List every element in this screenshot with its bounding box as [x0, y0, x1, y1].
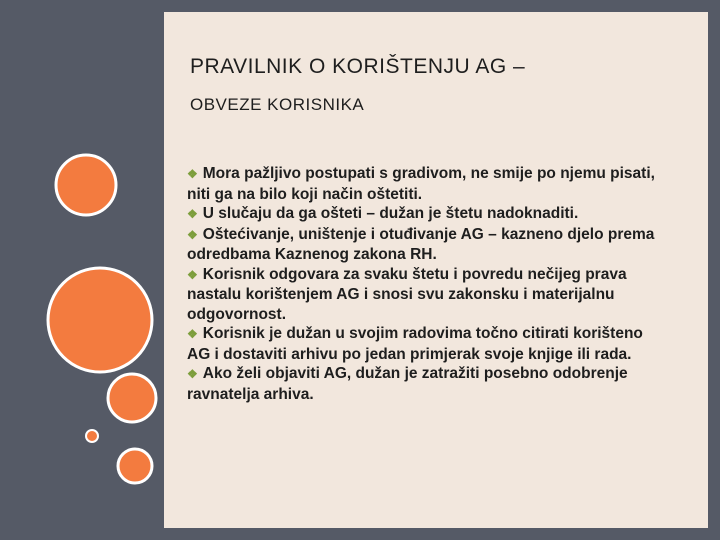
title-line-2: OBVEZE KORISNIKA [190, 95, 365, 114]
bullet-item-4 [187, 265, 667, 325]
tiny-circle [86, 430, 98, 442]
bullet-list [187, 164, 667, 404]
bullet-text: U slučaju da ga ošteti – dužan je štetu nadoknaditi. [202, 205, 579, 222]
title-line-1: PRAVILNIK O KORIŠTENJU AG – [190, 55, 526, 78]
bullet-icon: ❖ [187, 207, 198, 221]
bullet-text: Korisnik odgovara za svaku štetu i povredu nečijeg prava nastalu korištenjem AG i snosi svu zakonsku i materijalnu odgovornost. [187, 265, 627, 323]
bullet-item-2 [187, 204, 667, 225]
bottom-circle [118, 449, 152, 483]
bullet-icon: ❖ [187, 267, 198, 282]
bullet-item-5 [187, 324, 667, 364]
slide-title [190, 48, 690, 120]
bullet-icon: ❖ [187, 367, 198, 381]
large-circle [48, 268, 152, 372]
medium-circle [108, 374, 156, 422]
bullet-item-1 [187, 164, 667, 204]
small-circle-top [56, 155, 116, 215]
bullet-text: Oštećivanje, uništenje i otuđivanje AG – kazneno djelo prema odredbama Kaznenog zakona RH. [187, 225, 655, 263]
bullet-item-3 [187, 225, 667, 265]
bullet-icon: ❖ [187, 167, 198, 181]
bullet-text: Mora pažljivo postupati s gradivom, ne smije po njemu pisati, niti ga na bilo koji način oštetiti. [187, 165, 655, 203]
bullet-text: Ako želi objaviti AG, dužan je zatražiti posebno odobrenje ravnatelja arhiva. [187, 365, 628, 403]
bullet-icon: ❖ [187, 327, 198, 341]
bullet-item-6 [187, 364, 667, 404]
bullet-text: Korisnik je dužan u svojim radovima točno citirati korišteno AG i dostaviti arhivu po jedan primjerak svoje knjige ili rada. [187, 325, 643, 363]
bullet-icon: ❖ [187, 227, 198, 242]
